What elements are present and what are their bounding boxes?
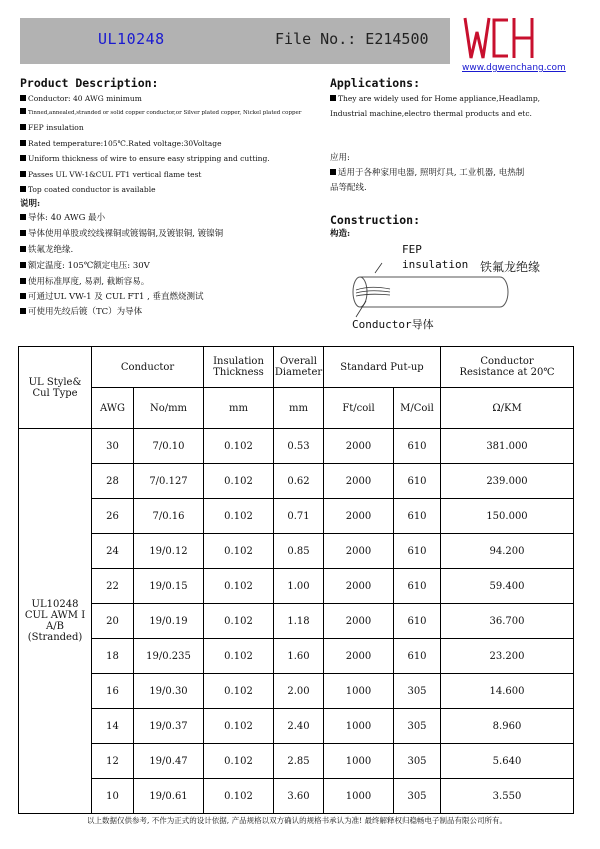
awg-cell: 16 [92, 674, 134, 709]
table-row [19, 429, 574, 464]
ftcoil-cell: 2000 [324, 429, 394, 464]
resistance-cell: 3.550 [441, 779, 574, 814]
mcoil-cell: 610 [394, 534, 441, 569]
bullet-icon [20, 230, 26, 236]
desc-line-6: Passes UL VW-1&CUL FT1 vertical flame test [20, 170, 201, 180]
header-conductor: Conductor [92, 347, 204, 388]
bullet-icon [20, 214, 26, 220]
header-ftcoil: Ft/coil [324, 388, 394, 429]
awg-cell: 20 [92, 604, 134, 639]
nomm-cell: 7/0.10 [134, 429, 204, 464]
company-website-link[interactable]: www.dgwenchang.com [462, 63, 566, 73]
desc-line-4: Rated temperature:105℃.Rated voltage:30Voltage [20, 139, 222, 149]
bullet-icon [20, 262, 26, 268]
nomm-cell: 19/0.61 [134, 779, 204, 814]
mcoil-cell: 305 [394, 709, 441, 744]
insulation-cell: 0.102 [204, 674, 274, 709]
desc-cn-line-6: 可通过UL VW-1 及 CUL FT1 , 垂直燃烧测试 [20, 292, 204, 303]
insulation-cell: 0.102 [204, 499, 274, 534]
model-number: UL10248 [98, 30, 165, 48]
desc-cn-line-7: 可使用先绞后镀（TC）为导体 [20, 307, 142, 318]
ftcoil-cell: 1000 [324, 779, 394, 814]
diameter-cell: 1.18 [274, 604, 324, 639]
table-row [19, 674, 574, 709]
applications-heading: Applications: [330, 76, 421, 90]
resistance-cell: 14.600 [441, 674, 574, 709]
bullet-icon [20, 308, 26, 314]
construction-cn-heading: 构造: [330, 229, 351, 239]
desc-cn-line-1: 导体: 40 AWG 最小 [20, 213, 105, 224]
desc-line-1: Conductor: 40 AWG minimum [20, 94, 142, 104]
ftcoil-cell: 2000 [324, 639, 394, 674]
diameter-cell: 1.60 [274, 639, 324, 674]
nomm-cell: 19/0.30 [134, 674, 204, 709]
spec-table [18, 346, 574, 814]
insulation-cell: 0.102 [204, 779, 274, 814]
header-insulation: Insulation Thickness [204, 347, 274, 388]
desc-cn-line-2: 导体使用单股或绞线裸铜或镀锡铜,及镀银铜, 镀镍铜 [20, 229, 223, 240]
resistance-cell: 59.400 [441, 569, 574, 604]
bullet-icon [20, 155, 26, 161]
insulation-cell: 0.102 [204, 639, 274, 674]
conductor-label: Conductor导体 [352, 318, 434, 331]
table-row [19, 499, 574, 534]
table-row [19, 779, 574, 814]
mcoil-cell: 610 [394, 639, 441, 674]
diameter-cell: 0.85 [274, 534, 324, 569]
diameter-cell: 2.00 [274, 674, 324, 709]
diameter-cell: 0.71 [274, 499, 324, 534]
header-nomm: No/mm [134, 388, 204, 429]
header-awg: AWG [92, 388, 134, 429]
resistance-cell: 23.200 [441, 639, 574, 674]
header-overall: Overall Diameter [274, 347, 324, 388]
desc-cn-line-5: 使用标准厚度, 易剥, 截断容易。 [20, 277, 149, 288]
construction-heading: Construction: [330, 213, 421, 227]
table-row [19, 464, 574, 499]
header-putup: Standard Put-up [324, 347, 441, 388]
resistance-cell: 94.200 [441, 534, 574, 569]
diameter-cell: 0.53 [274, 429, 324, 464]
bullet-icon [20, 95, 26, 101]
diameter-cell: 2.85 [274, 744, 324, 779]
bullet-icon [330, 169, 336, 175]
file-number: File No.: E214500 [275, 30, 429, 48]
resistance-cell: 381.000 [441, 429, 574, 464]
desc-line-5: Uniform thickness of wire to ensure easy stripping and cutting. [20, 154, 270, 164]
wch-logo-icon [462, 14, 536, 62]
insulation-cell: 0.102 [204, 534, 274, 569]
bullet-icon [20, 278, 26, 284]
ftcoil-cell: 1000 [324, 744, 394, 779]
bullet-icon [20, 246, 26, 252]
ftcoil-cell: 2000 [324, 569, 394, 604]
insulation-cell: 0.102 [204, 709, 274, 744]
mcoil-cell: 305 [394, 674, 441, 709]
insulation-label: insulation [402, 258, 469, 271]
nomm-cell: 19/0.47 [134, 744, 204, 779]
resistance-cell: 36.700 [441, 604, 574, 639]
header-ul-style: UL Style& Cul Type [19, 347, 92, 429]
insulation-cell: 0.102 [204, 604, 274, 639]
mcoil-cell: 305 [394, 779, 441, 814]
product-description-heading: Product Description: [20, 76, 159, 90]
disclaimer-footnote: 以上数据仅供参考, 不作为正式的设计依据, 产品规格以双方确认的规格书承认为准! 最终解释权归稳畅电子制品有限公司所有。 [87, 816, 507, 825]
resistance-cell: 239.000 [441, 464, 574, 499]
nomm-cell: 19/0.235 [134, 639, 204, 674]
awg-cell: 14 [92, 709, 134, 744]
awg-cell: 12 [92, 744, 134, 779]
bullet-icon [20, 186, 26, 192]
applications-cn-line-1: 适用于各种家用电器, 照明灯具, 工业机器, 电热制 [330, 168, 524, 179]
applications-cn-heading: 应用: [330, 153, 350, 163]
awg-cell: 28 [92, 464, 134, 499]
nomm-cell: 19/0.15 [134, 569, 204, 604]
table-row [19, 569, 574, 604]
bullet-icon [20, 108, 26, 114]
desc-cn-line-4: 额定温度: 105℃额定电压: 30V [20, 261, 150, 272]
bullet-icon [20, 140, 26, 146]
table-row [19, 744, 574, 779]
resistance-cell: 5.640 [441, 744, 574, 779]
resistance-cell: 8.960 [441, 709, 574, 744]
title-banner [20, 18, 450, 64]
header-mcoil: M/Coil [394, 388, 441, 429]
ftcoil-cell: 1000 [324, 674, 394, 709]
header-overall-unit: mm [274, 388, 324, 429]
resistance-cell: 150.000 [441, 499, 574, 534]
nomm-cell: 19/0.12 [134, 534, 204, 569]
desc-line-2: Tinned,annealed,stranded or solid copper conductor,or Silver plated copper, Nickel plated copper [20, 108, 301, 118]
style-name-cell: UL10248 CUL AWM I A/B (Stranded) [19, 429, 92, 814]
header-resistance: Conductor Resistance at 20℃ [441, 347, 574, 388]
cable-construction-diagram [330, 243, 590, 335]
nomm-cell: 19/0.19 [134, 604, 204, 639]
applications-line-1: They are widely used for Home appliance,Headlamp, [330, 94, 540, 104]
applications-cn-line-2: 品等配线. [330, 183, 367, 193]
diameter-cell: 3.60 [274, 779, 324, 814]
ftcoil-cell: 2000 [324, 604, 394, 639]
awg-cell: 24 [92, 534, 134, 569]
awg-cell: 18 [92, 639, 134, 674]
bullet-icon [330, 95, 336, 101]
desc-line-7: Top coated conductor is available [20, 185, 156, 195]
description-cn-heading: 说明: [20, 199, 41, 209]
table-row [19, 534, 574, 569]
mcoil-cell: 610 [394, 569, 441, 604]
table-row [19, 639, 574, 674]
awg-cell: 30 [92, 429, 134, 464]
mcoil-cell: 610 [394, 429, 441, 464]
diameter-cell: 1.00 [274, 569, 324, 604]
header-insulation-unit: mm [204, 388, 274, 429]
insulation-cell: 0.102 [204, 569, 274, 604]
diameter-cell: 0.62 [274, 464, 324, 499]
nomm-cell: 7/0.16 [134, 499, 204, 534]
mcoil-cell: 610 [394, 464, 441, 499]
bullet-icon [20, 293, 26, 299]
table-row [19, 604, 574, 639]
bullet-icon [20, 171, 26, 177]
desc-line-3: FEP insulation [20, 123, 84, 133]
awg-cell: 10 [92, 779, 134, 814]
bullet-icon [20, 124, 26, 130]
diameter-cell: 2.40 [274, 709, 324, 744]
desc-cn-line-3: 铁氟龙绝缘. [20, 245, 73, 256]
insulation-cn-label: 铁氟龙绝缘 [480, 260, 541, 274]
ftcoil-cell: 2000 [324, 499, 394, 534]
applications-line-2: Industrial machine,electro thermal products and etc. [330, 109, 532, 118]
insulation-cell: 0.102 [204, 429, 274, 464]
insulation-cell: 0.102 [204, 464, 274, 499]
ftcoil-cell: 2000 [324, 534, 394, 569]
mcoil-cell: 610 [394, 499, 441, 534]
nomm-cell: 7/0.127 [134, 464, 204, 499]
mcoil-cell: 305 [394, 744, 441, 779]
awg-cell: 22 [92, 569, 134, 604]
table-row [19, 709, 574, 744]
fep-label: FEP [402, 243, 422, 256]
ftcoil-cell: 2000 [324, 464, 394, 499]
nomm-cell: 19/0.37 [134, 709, 204, 744]
awg-cell: 26 [92, 499, 134, 534]
header-ohm: Ω/KM [441, 388, 574, 429]
insulation-cell: 0.102 [204, 744, 274, 779]
mcoil-cell: 610 [394, 604, 441, 639]
ftcoil-cell: 1000 [324, 709, 394, 744]
company-logo [462, 14, 536, 64]
